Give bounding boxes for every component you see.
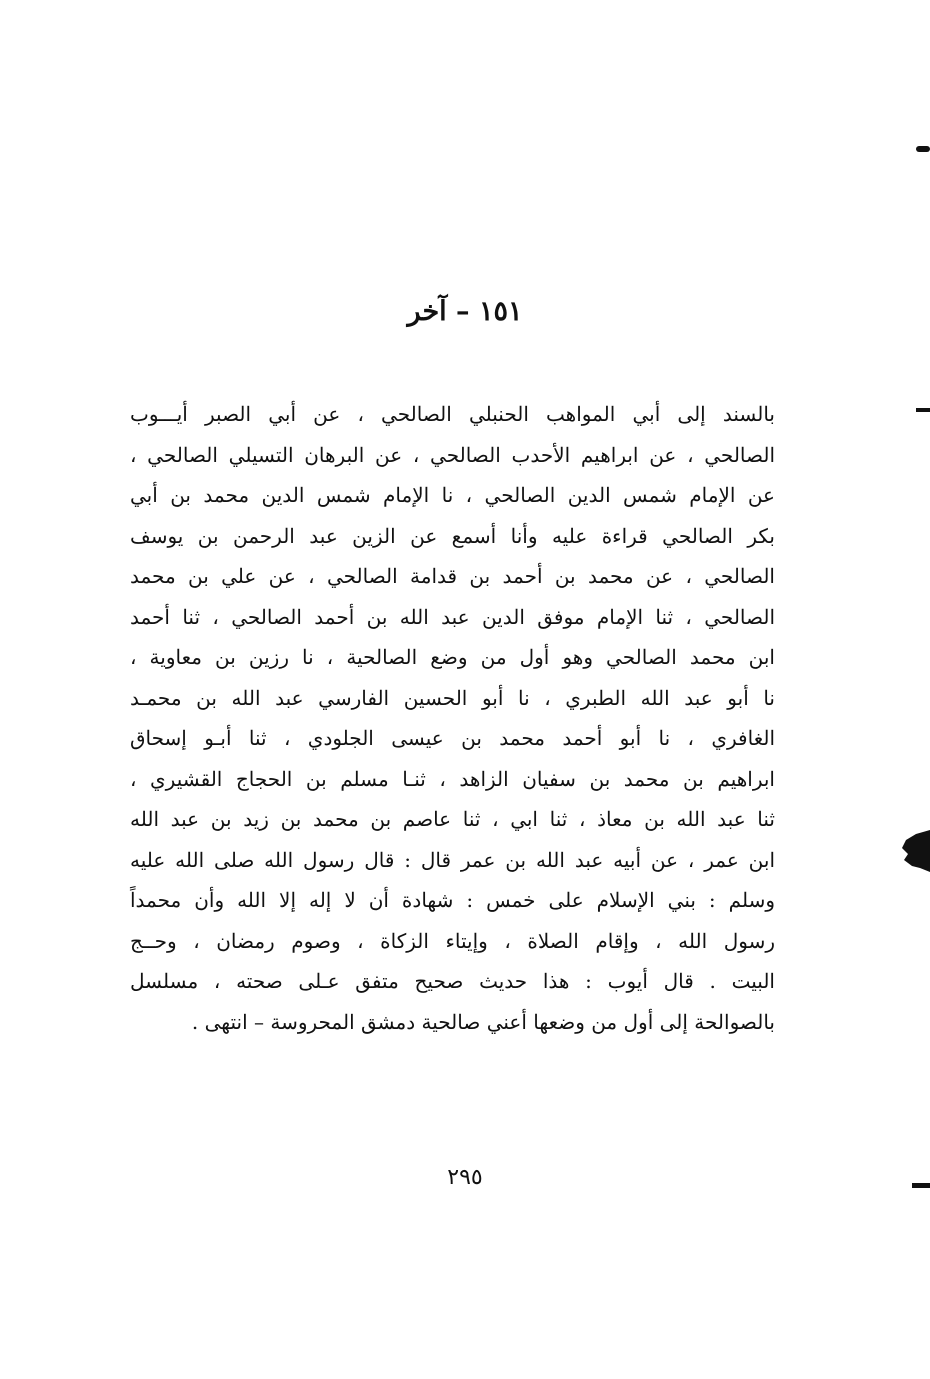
scan-mark <box>916 146 930 152</box>
text-line: بكر الصالحي قراءة عليه وأنا أسمع عن الزين عبد الرحمن بن يوسف <box>130 523 775 548</box>
text-line: بالسند إلى أبي المواهب الحنبلي الصالحي ، عن أبي الصبر أيـــوب <box>130 402 775 426</box>
text-line: بالصوالحة إلى أول من وضعها أعني صالحية دمشق المحروسة – انتهى . <box>191 1009 775 1034</box>
page-number: ٢٩٥ <box>447 1165 483 1190</box>
text-line: الصالحي ، ثنا الإمام موفق الدين عبد الله بن أحمد الصالحي ، ثنا أحمد <box>130 604 775 629</box>
body-paragraph <box>130 394 775 1042</box>
text-line: البيت . قال أيوب : هذا حديث صحيح متفق عـلى صحته ، مسلسل <box>130 969 775 993</box>
text-line: الغافري ، نا أبو أحمد محمد بن عيسى الجلودي ، ثنا أبـو إسحاق <box>130 726 775 750</box>
text-line: رسول الله ، وإقام الصلاة ، وإيتاء الزكاة ، وصوم رمضان ، وحــج <box>130 928 775 953</box>
text-line: ابن محمد الصالحي وهو أول من وضع الصالحية ، نا رزين بن معاوية ، <box>130 645 775 669</box>
scan-mark <box>916 408 930 412</box>
ink-blot <box>902 828 930 872</box>
text-line: عن الإمام شمس الدين الصالحي ، نا الإمام شمس الدين محمد بن أبي <box>130 483 775 507</box>
text-line: ابن عمر ، عن أبيه عبد الله بن عمر قال : قال رسول الله صلى الله عليه <box>130 847 775 872</box>
text-line: وسلم : بني الإسلام على خمس : شهادة أن لا إله إلا الله وأن محمداً <box>130 888 775 912</box>
text-line: الصالحي ، عن محمد بن أحمد بن قدامة الصالحي ، عن علي بن محمد <box>130 564 775 588</box>
text-line: ثنا عبد الله بن معاذ ، ثنا ابي ، ثنا عاصم بن محمد بن زيد بن عبد الله <box>130 807 775 831</box>
text-line: الصالحي ، عن ابراهيم الأحدب الصالحي ، عن البرهان التسيلي الصالحي ، <box>130 442 775 467</box>
scan-mark <box>912 1183 930 1188</box>
text-line: نا أبو عبد الله الطبري ، نا أبو الحسين الفارسي عبد الله بن محمـد <box>130 685 775 710</box>
text-line: ابراهيم بن محمد بن سفيان الزاهد ، ثنـا مسلم بن الحجاج القشيري ، <box>130 766 775 791</box>
section-heading: ١٥١ – آخر <box>407 296 523 327</box>
